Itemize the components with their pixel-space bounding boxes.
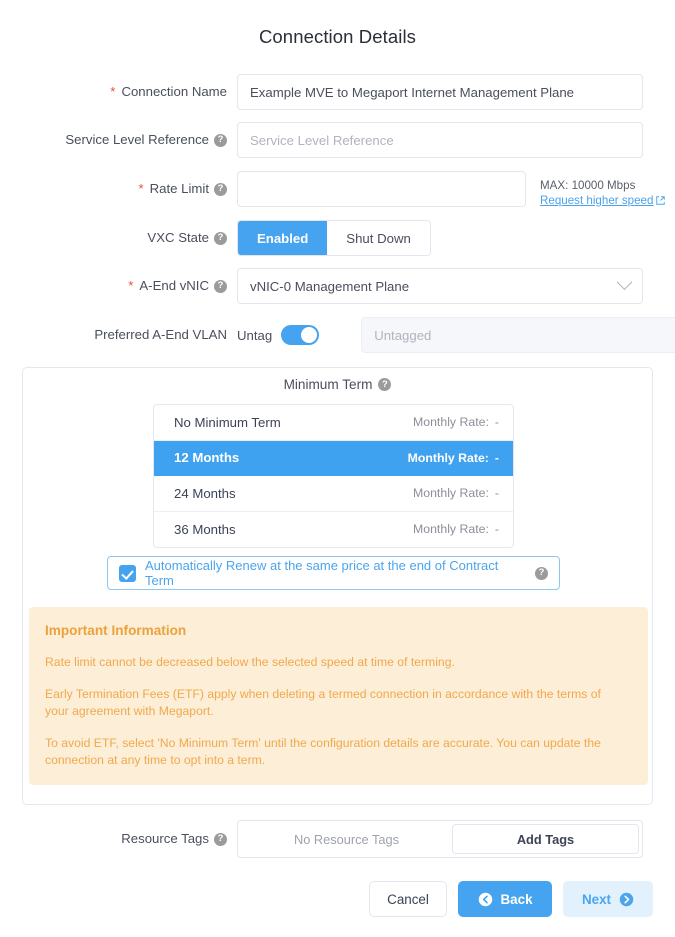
term-rate-value: - — [494, 415, 499, 430]
service-level-reference-input[interactable]: Service Level Reference — [237, 122, 643, 158]
rate-limit-max-text: MAX: 10000 Mbps — [540, 179, 636, 192]
minimum-term-card — [22, 367, 653, 805]
auto-renew-row[interactable] — [107, 556, 560, 590]
cancel-button[interactable]: Cancel — [369, 881, 447, 917]
back-button[interactable] — [458, 881, 552, 917]
connection-name-input[interactable]: Example MVE to Megaport Internet Management Plane — [237, 74, 643, 110]
vxc-state-option-enabled[interactable]: Enabled — [238, 221, 327, 255]
important-information-paragraph-2: Early Termination Fees (ETF) apply when deleting a termed connection in accordance with the terms of your agreement with Megaport. — [45, 687, 601, 718]
term-rate-label: Monthly Rate: — [413, 486, 489, 501]
help-icon-rate-limit[interactable]: ? — [214, 183, 227, 196]
a-end-vnic-label: * A-End vNIC ? — [0, 268, 237, 304]
required-asterisk: * — [138, 181, 144, 196]
toggle-knob — [301, 327, 317, 343]
field-a-end-vnic — [0, 268, 643, 304]
preferred-a-end-vlan-label: Preferred A-End VLAN — [94, 327, 227, 342]
help-icon-minimum-term[interactable]: ? — [378, 378, 391, 391]
request-higher-speed-link[interactable]: Request higher speed — [540, 194, 654, 207]
field-preferred-a-end-vlan — [0, 317, 675, 353]
add-tags-button[interactable]: Add Tags — [452, 824, 639, 854]
arrow-left-circle-icon — [478, 892, 493, 907]
help-icon-service-level-reference[interactable]: ? — [214, 134, 227, 147]
rate-limit-input[interactable] — [237, 171, 526, 207]
external-link-icon — [656, 194, 665, 203]
footer-actions — [0, 881, 675, 917]
required-asterisk: * — [110, 84, 116, 99]
term-rate-value: - — [494, 522, 499, 537]
chevron-down-icon — [617, 274, 633, 290]
help-icon-auto-renew[interactable]: ? — [535, 567, 548, 580]
important-information-heading: Important Information — [45, 623, 187, 638]
term-rate-value: - — [494, 486, 499, 501]
no-resource-tags-text: No Resource Tags — [293, 831, 400, 847]
field-resource-tags — [0, 820, 643, 858]
important-information-box — [29, 607, 648, 785]
field-connection-name — [0, 74, 643, 110]
help-icon-resource-tags[interactable]: ? — [214, 833, 227, 846]
back-button-label: Back — [500, 891, 533, 907]
term-option-24-months[interactable]: 24 Months Monthly Rate: - — [154, 476, 513, 512]
untag-toggle[interactable] — [281, 325, 319, 345]
arrow-right-circle-icon — [619, 892, 634, 907]
field-rate-limit — [0, 171, 526, 207]
page-title: Connection Details — [258, 26, 417, 47]
auto-renew-label: Automatically Renew at the same price at the end of Contract Term — [145, 558, 499, 588]
vxc-state-label: VXC State ? — [0, 220, 237, 256]
resource-tags-box — [237, 820, 643, 858]
next-button[interactable] — [563, 881, 653, 917]
important-information-paragraph-3: To avoid ETF, select 'No Minimum Term' until the configuration details are accurate. You can update the connection at any time to opt into a term. — [45, 736, 601, 767]
preferred-a-end-vlan-input: Untagged — [361, 317, 675, 353]
resource-tags-label: Resource Tags ? — [0, 820, 237, 858]
untag-label: Untag — [237, 327, 273, 343]
vxc-state-segmented-control — [237, 220, 431, 256]
connection-name-label: * Connection Name — [110, 84, 227, 99]
help-icon-a-end-vnic[interactable]: ? — [214, 280, 227, 293]
term-rate-label: Monthly Rate: — [407, 450, 489, 465]
term-rate-label: Monthly Rate: — [413, 522, 489, 537]
next-button-label: Next — [581, 891, 612, 907]
minimum-term-list — [153, 404, 514, 548]
field-service-level-reference — [0, 122, 643, 158]
term-option-36-months[interactable]: 36 Months Monthly Rate: - — [174, 521, 499, 537]
required-asterisk: * — [128, 278, 134, 293]
service-level-reference-label: Service Level Reference ? — [0, 122, 237, 158]
help-icon-vxc-state[interactable]: ? — [214, 232, 227, 245]
term-option-no-minimum-term[interactable]: No Minimum Term Monthly Rate: - — [154, 405, 513, 441]
term-rate-value: - — [494, 450, 499, 465]
important-information-paragraph-1: Rate limit cannot be decreased below the selected speed at time of terming. — [45, 655, 455, 669]
minimum-term-title: Minimum Term ? — [23, 377, 652, 392]
auto-renew-checkbox[interactable] — [119, 565, 136, 582]
a-end-vnic-select[interactable]: vNIC-0 Management Plane — [237, 268, 643, 304]
term-option-12-months[interactable]: 12 Months Monthly Rate: - — [154, 441, 513, 477]
rate-limit-side-note — [540, 178, 665, 208]
vxc-state-option-shut-down[interactable]: Shut Down — [327, 221, 430, 255]
rate-limit-label: * Rate Limit ? — [0, 171, 237, 207]
term-rate-label: Monthly Rate: — [413, 415, 489, 430]
field-vxc-state — [0, 220, 431, 256]
